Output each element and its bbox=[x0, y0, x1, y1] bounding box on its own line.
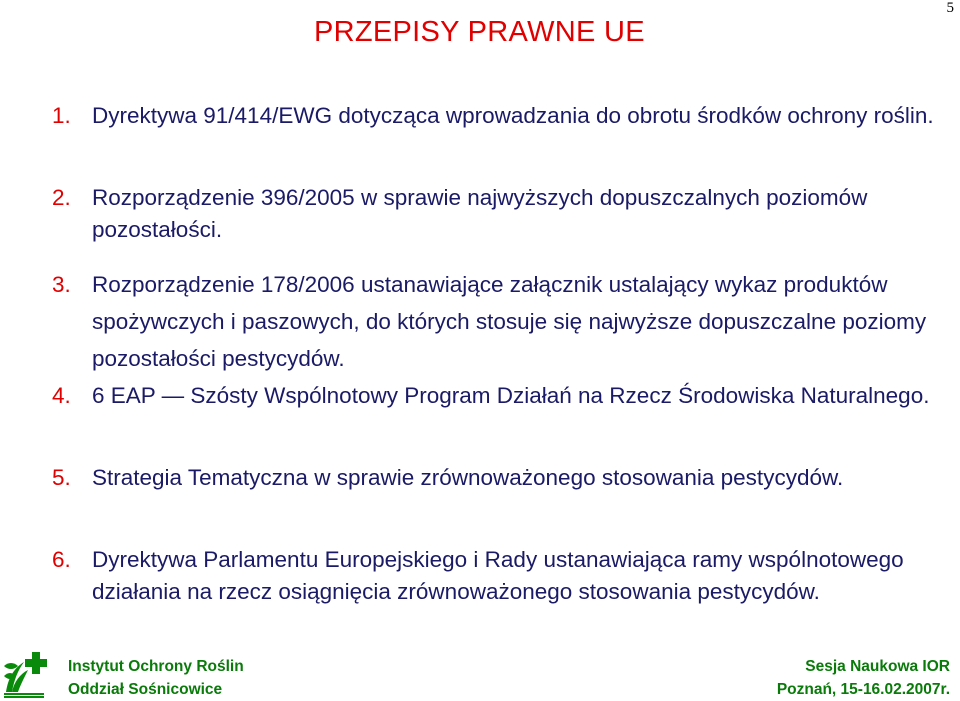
list-item-text: Dyrektywa 91/414/EWG dotycząca wprowadzania do obrotu środków ochrony roślin. bbox=[92, 103, 934, 128]
plant-institute-logo-icon bbox=[2, 648, 48, 698]
list-item-number: 2. bbox=[52, 185, 71, 210]
footer-session-name: Sesja Naukowa IOR bbox=[805, 658, 950, 675]
footer-institute-branch: Oddział Sośnicowice bbox=[68, 681, 223, 698]
list-item-text: Rozporządzenie 178/2006 ustanawiające załącznik ustalający wykaz produktów spożywczych i paszowych, do których stosuje się najwyższe dopuszczalne poziomy pozostałości pestycydów. bbox=[92, 272, 927, 371]
list-item-text: Dyrektywa Parlamentu Europejskiego i Rady ustanawiająca ramy wspólnotowego działania na rzecz osiągnięcia zrównoważonego stosowania pestycydów. bbox=[92, 547, 904, 604]
footer-session bbox=[777, 655, 950, 701]
footer bbox=[0, 648, 960, 700]
list-item bbox=[52, 100, 942, 132]
page-number: 5 bbox=[946, 0, 954, 16]
list-item-number: 6. bbox=[52, 547, 71, 572]
footer-institute bbox=[68, 655, 244, 701]
list-item-number: 4. bbox=[52, 383, 71, 408]
footer-session-date: Poznań, 15-16.02.2007r. bbox=[776, 681, 950, 698]
list-item-number: 1. bbox=[52, 103, 71, 128]
list-item-text: Strategia Tematyczna w sprawie zrównoważonego stosowania pestycydów. bbox=[92, 465, 844, 490]
list-item bbox=[52, 544, 942, 608]
page-title: PRZEPISY PRAWNE UE bbox=[314, 16, 645, 48]
list-item bbox=[52, 182, 942, 246]
list-item bbox=[52, 266, 942, 377]
list-item-text: 6 EAP — Szósty Wspólnotowy Program Działań na Rzecz Środowiska Naturalnego. bbox=[92, 383, 930, 408]
list-item-number: 5. bbox=[52, 465, 71, 490]
footer-institute-name: Instytut Ochrony Roślin bbox=[68, 658, 244, 675]
list-item bbox=[52, 462, 942, 494]
list-item bbox=[52, 380, 942, 412]
list-item-text: Rozporządzenie 396/2005 w sprawie najwyższych dopuszczalnych poziomów pozostałości. bbox=[92, 185, 868, 242]
list-item-number: 3. bbox=[52, 272, 71, 297]
